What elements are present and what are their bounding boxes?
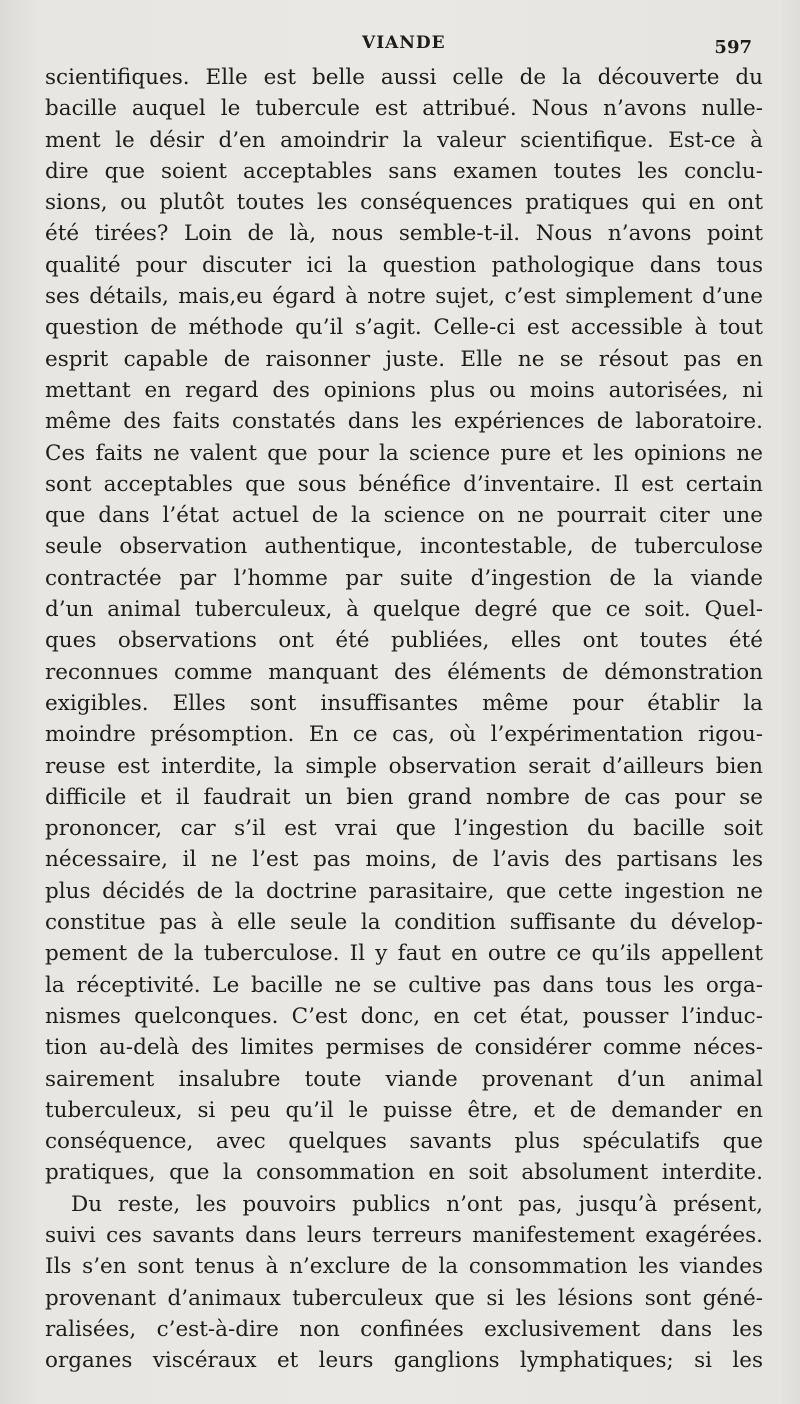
text-line: question de méthode qu’il s’agit. Celle-ci est accessible à tout bbox=[45, 315, 763, 341]
section-title: VIANDE bbox=[362, 33, 446, 53]
text-line: été tirées? Loin de là, nous semble-t-il. Nous n’avons point bbox=[45, 221, 763, 247]
running-header bbox=[0, 33, 800, 59]
page-number: 597 bbox=[714, 37, 752, 58]
text-line: nécessaire, il ne l’est pas moins, de l’avis des partisans les bbox=[45, 847, 763, 873]
text-line: Du reste, les pouvoirs publics n’ont pas, jusqu’à présent, bbox=[71, 1191, 763, 1217]
text-line: la réceptivité. Le bacille ne se cultive pas dans tous les orga- bbox=[45, 972, 763, 998]
text-line: sont acceptables que sous bénéfice d’inventaire. Il est certain bbox=[45, 471, 763, 497]
text-line: ralisées, c’est-à-dire non confinées exclusivement dans les bbox=[45, 1316, 763, 1342]
text-line: mettant en regard des opinions plus ou moins autorisées, ni bbox=[45, 377, 763, 403]
text-line: même des faits constatés dans les expériences de laboratoire. bbox=[45, 409, 763, 435]
text-line: bacille auquel le tubercule est attribué. Nous n’avons nulle- bbox=[45, 96, 763, 122]
text-line: tion au-delà des limites permises de considérer comme néces- bbox=[45, 1035, 763, 1061]
text-line: seule observation authentique, incontestable, de tuberculose bbox=[45, 534, 763, 560]
text-line: Ils s’en sont tenus à n’exclure de la consommation les viandes bbox=[45, 1254, 763, 1280]
text-line: tuberculeux, si peu qu’il le puisse être, et de demander en bbox=[45, 1097, 763, 1123]
text-line: exigibles. Elles sont insuffisantes même pour établir la bbox=[45, 690, 763, 716]
text-line: prononcer, car s’il est vrai que l’ingestion du bacille soit bbox=[45, 816, 763, 842]
text-line: nismes quelconques. C’est donc, en cet état, pousser l’induc- bbox=[45, 1003, 763, 1029]
text-line: plus décidés de la doctrine parasitaire, que cette ingestion ne bbox=[45, 878, 763, 904]
text-line: difficile et il faudrait un bien grand nombre de cas pour se bbox=[45, 784, 763, 810]
text-line: esprit capable de raisonner juste. Elle ne se résout pas en bbox=[45, 346, 763, 372]
text-line: d’un animal tuberculeux, à quelque degré que ce soit. Quel- bbox=[45, 597, 763, 623]
text-line: constitue pas à elle seule la condition suffisante du dévelop- bbox=[45, 910, 763, 936]
text-line: dire que soient acceptables sans examen toutes les conclu- bbox=[45, 158, 763, 184]
text-line: ques observations ont été publiées, elles ont toutes été bbox=[45, 628, 763, 654]
text-line: scientifiques. Elle est belle aussi celle de la découverte du bbox=[45, 65, 763, 90]
text-line: que dans l’état actuel de la science on ne pourrait citer une bbox=[45, 503, 763, 529]
text-line: reuse est interdite, la simple observation serait d’ailleurs bien bbox=[45, 753, 763, 779]
text-line: Ces faits ne valent que pour la science pure et les opinions ne bbox=[45, 440, 763, 466]
text-line: contractée par l’homme par suite d’ingestion de la viande bbox=[45, 565, 763, 591]
text-line: sions, ou plutôt toutes les conséquences pratiques qui en ont bbox=[45, 190, 763, 216]
text-line: organes viscéraux et leurs ganglions lymphatiques; si les bbox=[45, 1348, 763, 1374]
text-line: ment le désir d’en amoindrir la valeur scientifique. Est-ce à bbox=[45, 127, 763, 153]
body-text bbox=[45, 62, 763, 1376]
text-line: suivi ces savants dans leurs terreurs manifestement exagérées. bbox=[45, 1222, 763, 1248]
text-line: pratiques, que la consommation en soit absolument interdite. bbox=[45, 1160, 763, 1186]
text-line: moindre présomption. En ce cas, où l’expérimentation rigou- bbox=[45, 722, 763, 748]
text-line: sairement insalubre toute viande provenant d’un animal bbox=[45, 1066, 763, 1092]
text-line: conséquence, avec quelques savants plus spéculatifs que bbox=[45, 1129, 763, 1155]
text-line: pement de la tuberculose. Il y faut en outre ce qu’ils appellent bbox=[45, 941, 763, 967]
text-line: qualité pour discuter ici la question pathologique dans tous bbox=[45, 252, 763, 278]
text-line: reconnues comme manquant des éléments de démonstration bbox=[45, 659, 763, 685]
text-line: ses détails, mais,eu égard à notre sujet, c’est simplement d’une bbox=[45, 284, 763, 310]
text-line: provenant d’animaux tuberculeux que si les lésions sont géné- bbox=[45, 1285, 763, 1311]
